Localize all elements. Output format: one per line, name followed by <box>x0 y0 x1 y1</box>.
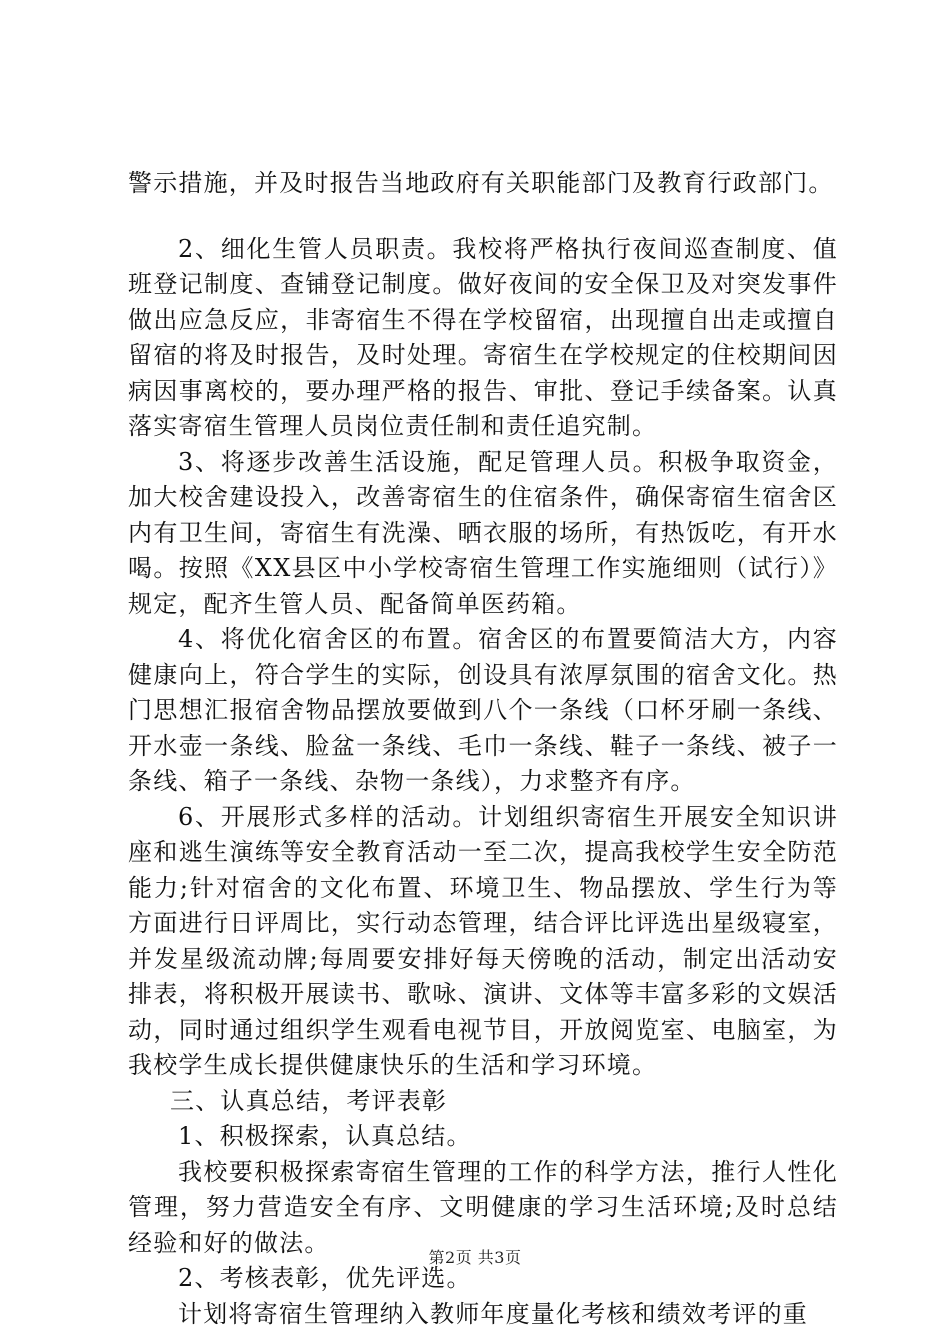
paragraph-item-2: 2、细化生管人员职责。我校将严格执行夜间巡查制度、值班登记制度、查铺登记制度。做好夜间的安全保卫及对突发事件做出应急反应，非寄宿生不得在学校留宿，出现擅自出走或擅自留宿的将及时报告，及时处理。寄宿生在学校规定的住校期间因病因事离校的，要办理严格的报告、审批、登记手续备案。认真落实寄宿生管理人员岗位责任制和责任追究制。 <box>128 234 838 440</box>
page-number-footer: 第2页 共3页 <box>428 1248 522 1267</box>
paragraph-explore: 我校要积极探索寄宿生管理的工作的科学方法，推行人性化管理，努力营造安全有序、文明健康的学习生活环境;及时总结经验和好的做法。 <box>128 1157 838 1257</box>
section-heading-3: 三、认真总结，考评表彰 <box>170 1086 448 1115</box>
subheading-2: 2、考核表彰，优先评选。 <box>178 1264 472 1292</box>
paragraph-assessment: 计划将寄宿生管理纳入教师年度量化考核和绩效考评的重 <box>178 1299 808 1328</box>
paragraph-item-6: 6、开展形式多样的活动。计划组织寄宿生开展安全知识讲座和逃生演练等安全教育活动一至二次，提高我校学生安全防范能力;针对宿舍的文化布置、环境卫生、物品摆放、学生行为等方面进行日评周比，实行动态管理，结合评比评选出星级寝室，并发星级流动牌;每周要安排好每天傍晚的活动，制定出活动安排表，将积极开展读书、歌咏、演讲、文体等丰富多彩的文娱活动，同时通过组织学生观看电视节目，开放阅览室、电脑室，为我校学生成长提供健康快乐的生活和学习环境。 <box>128 802 838 1079</box>
paragraph-item-4: 4、将优化宿舍区的布置。宿舍区的布置要简洁大方，内容健康向上，符合学生的实际，创设具有浓厚氛围的宿舍文化。热门思想汇报宿舍物品摆放要做到八个一条线（口杯牙刷一条线、开水壶一条线、脸盆一条线、毛巾一条线、鞋子一条线、被子一条线、箱子一条线、杂物一条线），力求整齐有序。 <box>128 625 838 795</box>
document-body <box>128 166 838 1332</box>
subheading-1: 1、积极探索，认真总结。 <box>178 1122 472 1150</box>
paragraph-item-3: 3、将逐步改善生活设施，配足管理人员。积极争取资金，加大校舍建设投入，改善寄宿生的住宿条件，确保寄宿生宿舍区内有卫生间，寄宿生有洗澡、晒衣服的场所，有热饭吃，有开水喝。按照《XX县区中小学校寄宿生管理工作实施细则（试行）》规定，配齐生管人员、配备简单医药箱。 <box>128 447 838 618</box>
paragraph-continuation: 警示措施，并及时报告当地政府有关职能部门及教育行政部门。 <box>128 169 834 197</box>
paragraph-gap <box>128 202 838 232</box>
